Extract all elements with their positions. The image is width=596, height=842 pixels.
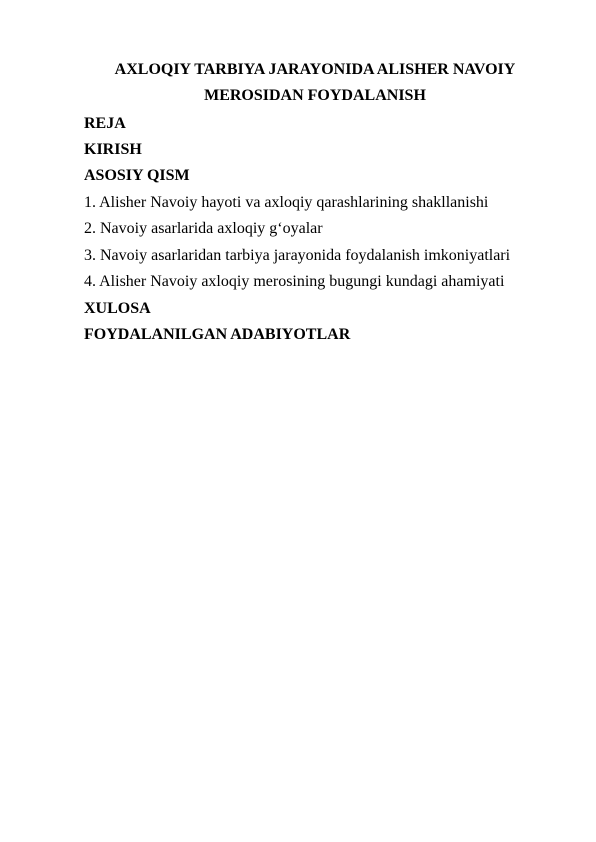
plan-item-3: 3. Navoiy asarlaridan tarbiya jarayonida foydalanish imkoniyatlari bbox=[84, 247, 511, 264]
section-conclusion: XULOSA bbox=[84, 300, 151, 317]
section-intro: KIRISH bbox=[84, 141, 142, 158]
document-title-line-1: AXLOQIY TARBIYA JARAYONIDA ALISHER NAVOIY bbox=[114, 61, 516, 78]
section-references: FOYDALANILGAN ADABIYOTLAR bbox=[84, 326, 351, 343]
plan-heading: REJA bbox=[84, 115, 126, 132]
section-main-part: ASOSIY QISM bbox=[84, 167, 190, 184]
plan-item-2: 2. Navoiy asarlarida axloqiy g‘oyalar bbox=[84, 220, 323, 237]
plan-item-4: 4. Alisher Navoiy axloqiy merosining bugungi kundagi ahamiyati bbox=[84, 273, 505, 290]
document-title-line-2: MEROSIDAN FOYDALANISH bbox=[204, 87, 426, 104]
plan-item-1: 1. Alisher Navoiy hayoti va axloqiy qarashlarining shakllanishi bbox=[84, 194, 489, 211]
